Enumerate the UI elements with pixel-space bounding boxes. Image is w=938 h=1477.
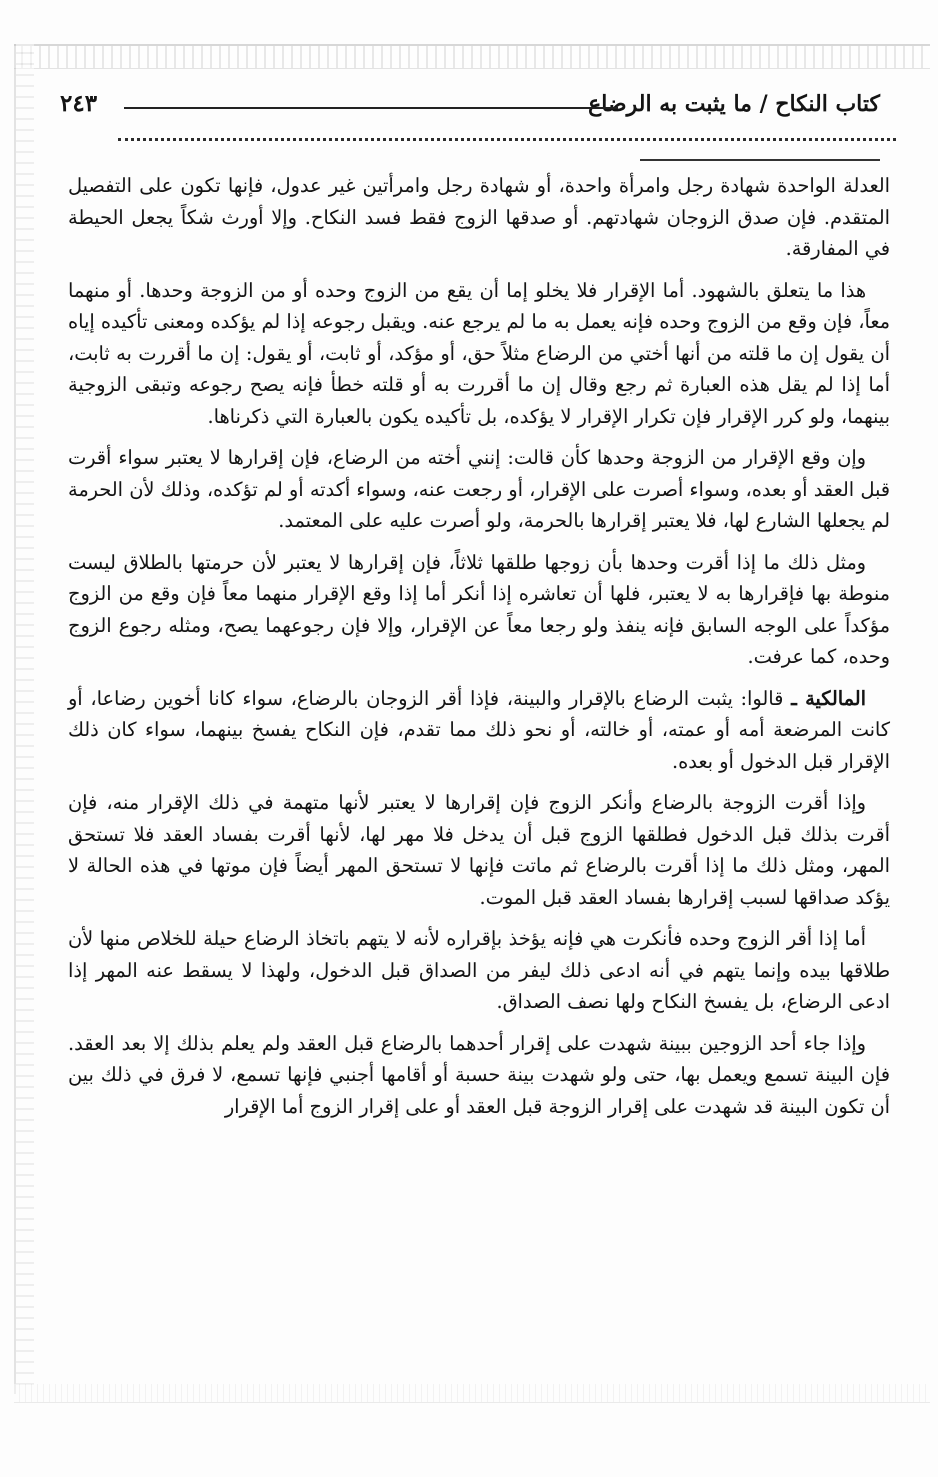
- page-number: ٢٤٣: [60, 90, 98, 117]
- paragraph-text: وإذا أقرت الزوجة بالرضاع وأنكر الزوج فإن إقرارها لا يعتبر لأنها متهمة في ذلك الإقرار منه، فإن أقرت بذلك قبل الدخول فطلقها الزوج قبل أن يدخل فلا مهر لها، لأنها أقرت بفساد العقد فلا تستحق المهر، ومثل ذلك ما إذا أقرت بالرضاع ثم ماتت فإنها لا تستحق المهر أيضاً فإن موتها في هذه الحالة لا يؤكد صداقها لسبب إقرارها بفساد العقد قبل الموت.: [68, 791, 890, 909]
- footnote-rule: [640, 159, 880, 161]
- paragraph-text: وإن وقع الإقرار من الزوجة وحدها كأن قالت: إنني أخته من الرضاع، فإن إقرارها لا يعتبر سواء أقرت قبل العقد أو بعده، وسواء أصرت على الإقرار، أو رجعت عنه، وسواء أكدته أو لم تؤكده، وذلك لأن الحرمة لم يجعلها الشارع لها، فلا يعتبر إقرارها بالحرمة، ولو أصرت عليه على المعتمد.: [68, 446, 890, 532]
- paragraph-text: هذا ما يتعلق بالشهود. أما الإقرار فلا يخلو إما أن يقع من الزوج وحده أو من الزوجة وحدها. أو منهما معاً، فإن وقع من الزوج وحده فإنه يعمل به ما لم يرجع عنه. ويقبل رجوعه إذا لم يؤكده ومعنى تأكيده إياه أن يقول إن ما قلته من أنها أختي من الرضاع مثلاً حق، أو مؤكد، أو ثابت، أو يقول: إن ما أقررت به ثابت، أما إذا لم يقل هذه العبارة ثم رجع وقال إن ما أقررت به أو قلته خطأ فإنه يصح رجوعه وتبقى الزوجية بينهما، ولو كرر الإقرار فإن تكرار الإقرار لا يؤكده، بل تأكيده يكون بالعبارة التي ذكرناها.: [68, 278, 890, 428]
- header-title: كتاب النكاح / ما يثبت به الرضاع: [588, 91, 880, 117]
- paragraph: [68, 787, 890, 913]
- paragraph: [68, 1028, 890, 1123]
- paragraph-text: وإذا جاء أحد الزوجين ببينة شهدت على إقرار أحدهما بالرضاع قبل العقد ولم يعلم بذلك إلا بعد العقد. فإن البينة تسمع ويعمل بها، حتى ولو شهدت بينة حسبة أو أقامها أجنبي فإنها تسمع، لا فرق في ذلك بين أن تكون البينة قد شهدت على إقرار الزوجة قبل العقد أو على إقرار الزوج أما الإقرار: [68, 1031, 890, 1118]
- paragraph: [68, 275, 890, 433]
- paragraph: [68, 547, 890, 673]
- ornamental-border-top: [14, 44, 930, 69]
- dotted-separator: [118, 138, 896, 149]
- paragraph-text: العدلة الواحدة شهادة رجل وامرأة واحدة، أو شهادة رجل وامرأتين غير عدول، فإنها تكون على التفصيل المتقدم. فإن صدق الزوجان شهادتهم. أو صدقها الزوج فقط فسد النكاح. وإلا أورث شكاً يجعل الحيطة في المفارقة.: [68, 174, 890, 260]
- header-rule: [124, 107, 618, 109]
- paragraph-text: قالوا: يثبت الرضاع بالإقرار والبينة، فإذا أقر الزوجان بالرضاع، سواء كانا أخوين رضاعا، أو كانت المرضعة أمه أو عمته، أو خالته، أو نحو ذلك مما تقدم، فإن النكاح يفسخ بينهما، سواء كان ذلك الإقرار قبل الدخول أو بعده.: [68, 686, 890, 773]
- paragraph-text: ومثل ذلك ما إذا أقرت وحدها بأن زوجها طلقها ثلاثاً، فإن إقرارها لا يعتبر لأن حرمتها بالطلاق ليست منوطة بها فإقرارها به لا يعتبر، فلها أن تعاشره إذا أنكر أما إذا وقع الإقرار منهما معاً فإن وقع من الزوج مؤكداً على الوجه السابق فإنه ينفذ ولو رجعا معاً عن الإقرار، وإلا فإن رجوعهما يصح، ومثله رجوع الزوج وحده، كما عرفت.: [68, 550, 890, 668]
- ornamental-border-left: [14, 44, 34, 1394]
- paragraph: [68, 442, 890, 537]
- ornamental-border-bottom: [14, 1384, 930, 1403]
- school-heading: المالكية ـ: [791, 686, 866, 710]
- footnote-body: [68, 170, 890, 1132]
- paragraph-text: أما إذا أقر الزوج وحده فأنكرت هي فإنه يؤخذ بإقراره لأنه لا يتهم باتخاذ الرضاع حيلة للخلاص منها لأن طلاقها بيده وإنما يتهم في أنه ادعى ذلك ليفر من الصداق قبل الدخول، ولهذا لا يسقط عنه المهر إذا ادعى الرضاع، بل يفسخ النكاح ولها نصف الصداق.: [68, 927, 890, 1013]
- paragraph: [68, 683, 890, 778]
- paragraph: [68, 170, 890, 265]
- paragraph: [68, 923, 890, 1018]
- running-header: [60, 86, 880, 126]
